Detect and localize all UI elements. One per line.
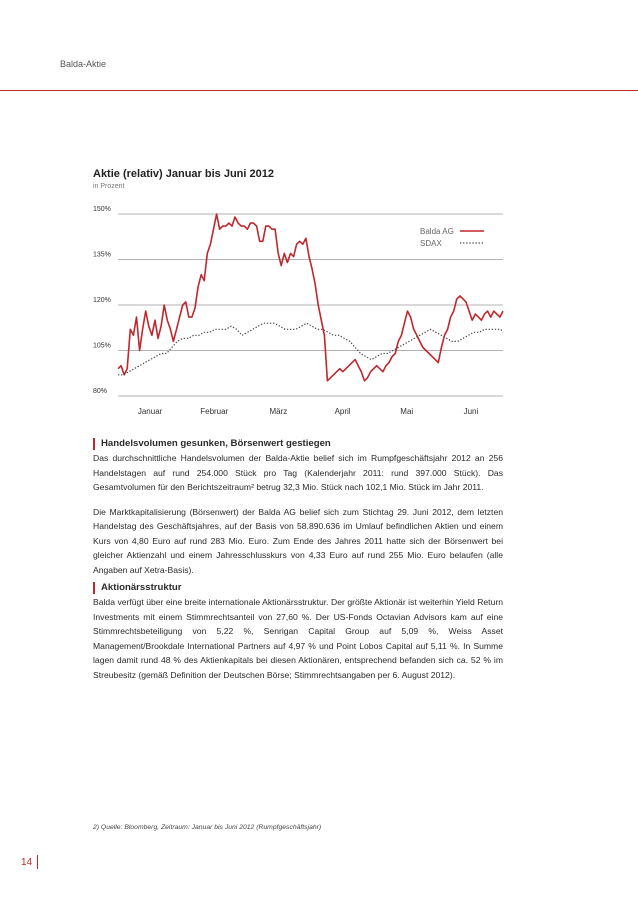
running-head: Balda-Aktie bbox=[60, 59, 107, 69]
y-tick-label: 80% bbox=[93, 388, 108, 395]
y-tick-label: 150% bbox=[93, 206, 111, 213]
footnote: 2) Quelle: Bloomberg, Zeitraum: Januar bis Juni 2012 (Rumpfgeschäftsjahr) bbox=[93, 824, 322, 831]
heading-text: Handelsvolumen gesunken, Börsenwert gestiegen bbox=[101, 438, 331, 449]
x-tick-label: Februar bbox=[200, 407, 229, 416]
section-trading-volume bbox=[93, 437, 503, 577]
chart-title: Aktie (relativ) Januar bis Juni 2012 bbox=[93, 168, 274, 180]
page-number-bar bbox=[37, 855, 38, 869]
paragraph-market-cap: Die Marktkapitalisierung (Börsenwert) der Balda AG belief sich zum Stichtag 29. Juni 2012, dem letzten Handelstag des Geschäftsjahres, auf der Basis von 58.890.636 im Umlauf befindlichen Aktien und einem Kurs von 4,80 Euro auf rund 283 Mio. Euro. Zum Ende des Jahres 2011 hatte sich der Börsenwert bei gleicher Aktienzahl und einem Jahresschlusskurs von 4,33 Euro auf rund 255 Mio. Euro belaufen (alle Angaben auf Xetra-Basis). bbox=[93, 506, 503, 575]
heading-text: Aktionärsstruktur bbox=[101, 582, 182, 593]
series-line-balda-ag bbox=[118, 214, 503, 381]
section-heading bbox=[93, 581, 503, 595]
x-tick-label: März bbox=[269, 407, 288, 416]
heading-accent-bar bbox=[93, 438, 95, 450]
legend-label: SDAX bbox=[420, 239, 442, 248]
x-tick-label: Juni bbox=[463, 407, 479, 416]
page-number-text: 14 bbox=[21, 856, 33, 868]
x-tick-label: April bbox=[334, 407, 351, 416]
y-tick-label: 135% bbox=[93, 251, 111, 259]
y-tick-label: 120% bbox=[93, 297, 111, 304]
page-number bbox=[21, 855, 38, 869]
chart-subtitle: in Prozent bbox=[93, 183, 125, 190]
heading-accent-bar bbox=[93, 582, 95, 594]
section-heading bbox=[93, 437, 503, 451]
x-tick-label: Mai bbox=[400, 407, 414, 416]
x-tick-label: Januar bbox=[137, 407, 163, 416]
paragraph-trading-volume: Das durchschnittliche Handelsvolumen der Balda-Aktie belief sich im Rumpfgeschäftsjahr 2012 an 256 Handelstagen auf rund 254.000 Stück pro Tag (Kalenderjahr 2011: rund 397.000 Stück). Das Gesamtvolumen für den Berichtszeitraum² betrug 32,3 Mio. Stück nach 102,1 Mio. Stück im Jahr 2011. bbox=[93, 453, 503, 492]
paragraph-shareholders: Balda verfügt über eine breite internationale Aktionärsstruktur. Der größte Aktionär ist weiterhin Yield Return Investments mit einem Stimmrechtsanteil von 27,60 %. Der US-Fonds Octavian Advisors kam auf eine Stimmrechtsbeteiligung von 5,22 %, Senrigan Capital Group auf 5,09 %, Weiss Asset Management/Brookdale International Partners auf 4,97 % und Point Lobos Capital auf 5,11 %. In Summe lagen damit rund 48 % des Aktienkapitals bei diesen Aktionären, entsprechend befanden sich ca. 52 % im Streubesitz (gemäß Definition der Deutschen Börse; Stimmrechtsangaben per 6. August 2012). bbox=[93, 597, 503, 680]
section-shareholder-structure bbox=[93, 581, 503, 682]
y-tick-label: 105% bbox=[93, 342, 111, 350]
legend-label: Balda AG bbox=[420, 227, 454, 236]
